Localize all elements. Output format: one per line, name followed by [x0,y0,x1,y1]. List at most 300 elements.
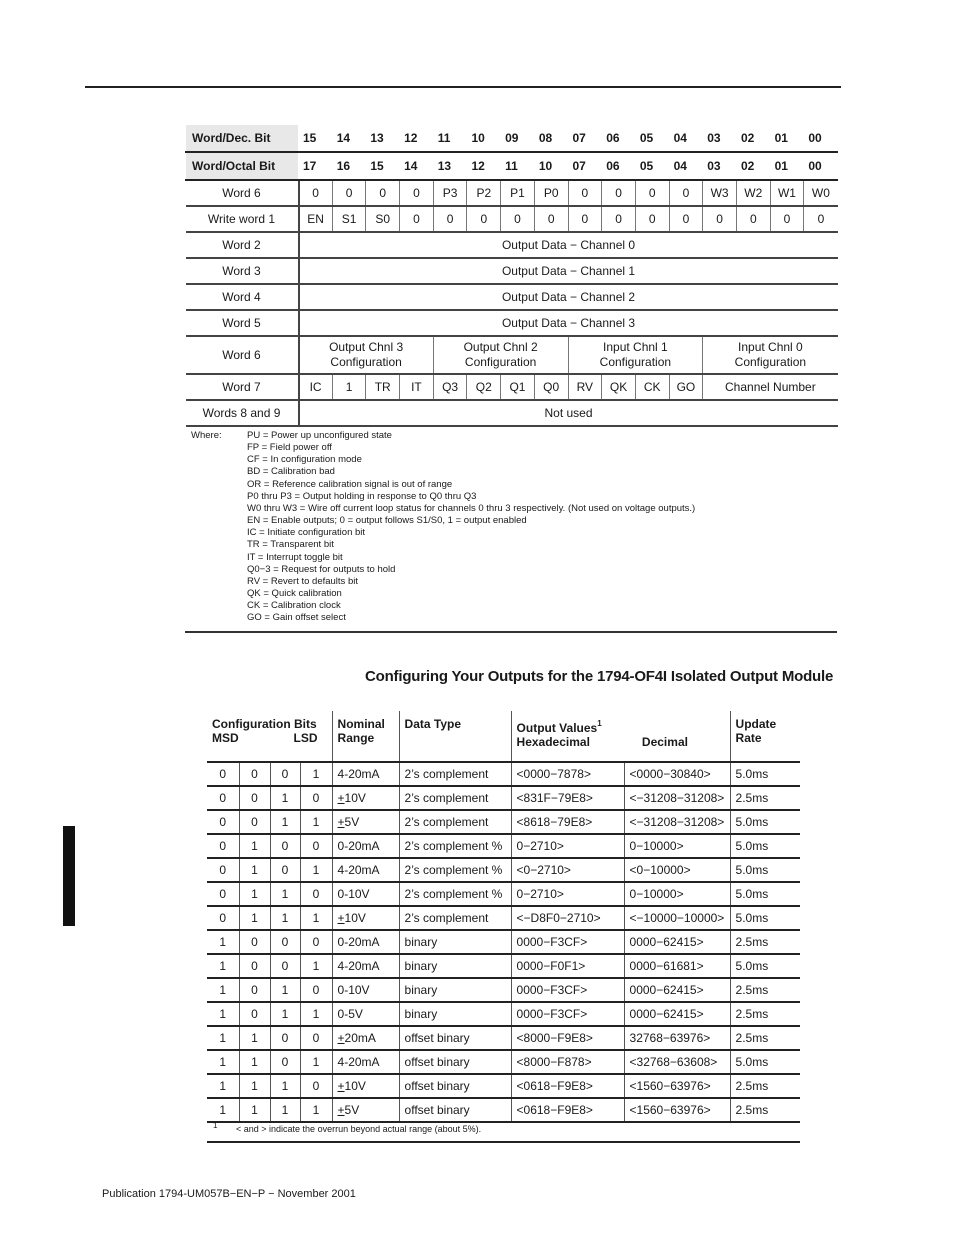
hex-value-cell: 0000−F3CF> [511,930,624,954]
bit-header: 03 [703,125,737,153]
update-rate-cell: 2.5ms [730,978,800,1002]
config-bit-cell: 1 [239,882,270,906]
bit-header: 13 [433,152,467,180]
legend-item: QK = Quick calibration [247,588,342,600]
bit-header: 01 [770,152,804,180]
nominal-range-cell [332,1026,399,1050]
data-type-cell: binary [399,1002,511,1026]
config-bit-cell: 0 [239,1002,270,1026]
range-value: 5V [344,1103,360,1117]
bit-cell: 0 [703,206,737,232]
plus-minus-sign: + [337,815,345,829]
plus-minus-sign: + [337,1031,345,1045]
config-bit-cell: 1 [270,906,300,930]
config-bit-cell: 1 [270,1074,300,1098]
hex-value-cell: 0000−F3CF> [511,978,624,1002]
row-label: Word 6 [186,180,299,206]
nominal-range-cell [332,978,399,1002]
nominal-range-cell [332,786,399,810]
legend-item: IT = Interrupt toggle bit [247,551,343,563]
row-label: Words 8 and 9 [186,400,299,426]
data-type-cell: 2’s complement % [399,834,511,858]
nominal-range-cell [332,858,399,882]
bit-cell: 0 [433,206,467,232]
bit-header: 13 [366,125,400,153]
row-label: Word/Dec. Bit [186,125,299,153]
config-bit-cell: 1 [207,954,239,978]
update-rate-cell: 5.0ms [730,906,800,930]
decimal-value-cell: 0000−62415> [624,978,730,1002]
update-rate-cell: 2.5ms [730,1098,800,1122]
bit-header: 08 [534,125,568,153]
hex-value-cell: 0000−F0F1> [511,954,624,978]
bit-header: 15 [366,152,400,180]
config-bit-cell: 1 [300,858,332,882]
hex-value-cell: <0618−F9E8> [511,1098,624,1122]
table-row [207,810,800,834]
footnote-text: < and > indicate the overrun beyond actual range (about 5%). [236,1124,482,1134]
config-bit-cell: 0 [270,1050,300,1074]
config-bit-cell: 1 [300,906,332,930]
row-word7 [186,374,838,400]
data-type-cell: 2’s complement % [399,858,511,882]
legend-item: CF = In configuration mode [247,454,362,466]
output-config-table [207,711,800,1123]
data-type-cell: 2’s complement [399,810,511,834]
decimal-value-cell: <0−10000> [624,858,730,882]
decimal-value-cell: <32768−63608> [624,1050,730,1074]
config-bit-cell: 1 [207,1026,239,1050]
config-bit-cell: 1 [207,1002,239,1026]
data-type-cell: offset binary [399,1098,511,1122]
row-word4 [186,284,838,310]
bit-cell: 0 [736,206,770,232]
bit-cell: 0 [602,180,636,206]
bit-header: 10 [534,152,568,180]
row-label: Word 5 [186,310,299,336]
config-bit-cell: 1 [270,1002,300,1026]
row-words-8-9 [186,400,838,426]
data-type-header: Data Type [399,711,511,762]
bit-header: 14 [400,152,434,180]
data-type-cell: binary [399,978,511,1002]
config-bits-header [207,711,332,762]
decimal-value-cell: <−31208−31208> [624,810,730,834]
bit-cell: 0 [635,206,669,232]
channel-number-cell: Channel Number [703,374,838,400]
row-word6-read [186,180,838,206]
config-bit-cell: 0 [270,762,300,786]
update-rate-cell: 2.5ms [730,786,800,810]
span-cell: Output Data − Channel 1 [299,258,838,284]
row-word6-config [186,336,838,374]
bit-header: 12 [400,125,434,153]
output-values-label [517,717,730,735]
table-row [207,786,800,810]
range-value: 5V [344,815,360,829]
publication-footer: Publication 1794-UM057B−EN−P − November 2001 [102,1188,356,1200]
config-cell: Input Chnl 0 Configuration [703,336,838,374]
config-bit-cell: 0 [207,810,239,834]
config-bit-cell: 0 [300,834,332,858]
table-row [207,1074,800,1098]
bit-cell: Q3 [433,374,467,400]
config-bit-cell: 0 [300,786,332,810]
data-type-cell: offset binary [399,1074,511,1098]
bit-cell: W2 [736,180,770,206]
hex-value-cell: <831F−79E8> [511,786,624,810]
legend-item: PU = Power up unconfigured state [247,430,392,441]
legend-item: Q0−3 = Request for outputs to hold [247,563,396,575]
nominal-range-cell [332,834,399,858]
bit-header: 07 [568,152,602,180]
output-config-table-wrap [207,711,800,1134]
legend-item: RV = Revert to defaults bit [247,575,358,587]
config-bit-cell: 0 [270,954,300,978]
data-type-cell: 2’s complement [399,786,511,810]
bit-header: 04 [669,152,703,180]
row-label: Word 7 [186,374,299,400]
update-rate-cell: 5.0ms [730,954,800,978]
update-rate-cell: 5.0ms [730,810,800,834]
range-value: 10V [344,1079,366,1093]
bit-cell: P0 [534,180,568,206]
footnote-number: 1 [213,1121,218,1130]
hex-value-cell: 0000−F3CF> [511,1002,624,1026]
data-type-cell: offset binary [399,1026,511,1050]
bit-header: 14 [332,125,366,153]
legend-item: TR = Transparent bit [247,539,334,551]
update-rate-cell: 2.5ms [730,1002,800,1026]
nominal-range-cell [332,906,399,930]
config-bit-cell: 1 [239,1098,270,1122]
legend-item: IC = Initiate configuration bit [247,527,366,539]
decimal-value-cell: 0000−62415> [624,930,730,954]
bit-cell: 1 [332,374,366,400]
row-write-word1 [186,206,838,232]
config-bit-cell: 1 [270,1098,300,1122]
bit-header: 02 [736,125,770,153]
decimal-value-cell: 32768−63976> [624,1026,730,1050]
bit-cell: 0 [770,206,804,232]
config-bit-cell: 0 [270,858,300,882]
hex-value-cell: <8000−F9E8> [511,1026,624,1050]
span-cell: Output Data − Channel 3 [299,310,838,336]
config-bit-cell: 0 [300,978,332,1002]
bit-cell: P1 [501,180,535,206]
table-row [207,906,800,930]
bit-header: 07 [568,125,602,153]
msd-lsd-labels [212,731,332,745]
config-cell: Output Chnl 3 Configuration [299,336,434,374]
where-label: Where: [191,430,222,441]
update-rate-cell: 5.0ms [730,1050,800,1074]
row-label: Word 4 [186,284,299,310]
hex-value-cell: <0000−7878> [511,762,624,786]
bit-cell: 0 [400,180,434,206]
decimal-value-cell: <−31208−31208> [624,786,730,810]
config-bit-cell: 0 [239,978,270,1002]
decimal-value-cell: 0−10000> [624,882,730,906]
plus-minus-sign: + [337,1079,345,1093]
where-items [247,430,695,625]
msd-label: MSD [212,731,239,745]
config-bit-cell: 0 [207,906,239,930]
table-header-row [207,711,800,762]
bit-cell: S0 [366,206,400,232]
bit-header: 06 [602,125,636,153]
config-bit-cell: 0 [207,858,239,882]
range-value: 4-20mA [337,959,380,973]
config-bit-cell: 1 [239,1026,270,1050]
row-label: Word 2 [186,232,299,258]
bit-cell: 0 [299,180,333,206]
bit-cell: CK [635,374,669,400]
bit-header: 06 [602,152,636,180]
legend-item: OR = Reference calibration signal is out of range [247,478,453,490]
decimal-value-cell: 0000−62415> [624,1002,730,1026]
config-bits-label: Configuration Bits [212,717,317,731]
decimal-value-cell: 0000−61681> [624,954,730,978]
legend-item: EN = Enable outputs; 0 = output follows S1/S0, 1 = output enabled [247,515,527,527]
config-bit-cell: 1 [239,834,270,858]
table-row [207,954,800,978]
range-value: 10V [344,911,366,925]
range-value: 4-20mA [337,1055,380,1069]
span-cell: Output Data − Channel 0 [299,232,838,258]
bit-cell: 0 [568,206,602,232]
bit-cell: 0 [467,206,501,232]
plus-minus-sign: + [337,791,345,805]
config-bit-cell: 0 [239,810,270,834]
bit-header: 05 [635,152,669,180]
legend-item: P0 thru P3 = Output holding in response to Q0 thru Q3 [247,490,477,502]
data-type-cell: 2’s complement [399,762,511,786]
decimal-value-cell: <−10000−10000> [624,906,730,930]
range-value: 10V [344,791,366,805]
range-value: 4-20mA [337,767,380,781]
config-bit-cell: 0 [207,834,239,858]
nominal-range-cell [332,1002,399,1026]
range-value: 4-20mA [337,863,380,877]
bit-cell: RV [568,374,602,400]
bit-header: 10 [467,125,501,153]
nominal-label: Nominal [337,717,385,731]
config-bit-cell: 1 [239,1050,270,1074]
row-label: Word/Octal Bit [186,152,299,180]
bit-cell: 0 [602,206,636,232]
section-heading: Configuring Your Outputs for the 1794-OF4I Isolated Output Module [365,668,834,685]
data-type-cell: 2’s complement % [399,882,511,906]
hex-value-cell: <8000−F878> [511,1050,624,1074]
config-cell: Input Chnl 1 Configuration [568,336,703,374]
config-bit-cell: 0 [207,882,239,906]
update-rate-cell: 2.5ms [730,930,800,954]
table-row [207,858,800,882]
bit-header: 03 [703,152,737,180]
row-label: Word 6 [186,336,299,374]
update-label: Update [735,717,777,731]
config-bit-cell: 0 [300,930,332,954]
output-values-header [511,711,730,762]
config-bit-cell: 1 [300,1098,332,1122]
row-word5 [186,310,838,336]
bit-header: 00 [804,152,838,180]
footnote-ref: 1 [597,719,602,728]
dec-label: Decimal [641,735,688,749]
nominal-range-cell [332,954,399,978]
bit-header: 12 [467,152,501,180]
config-bit-cell: 0 [207,762,239,786]
hex-dec-labels [517,735,730,749]
config-bit-cell: 0 [300,1074,332,1098]
bit-header: 16 [332,152,366,180]
table-row [207,882,800,906]
bit-cell: 0 [635,180,669,206]
hex-value-cell: <−D8F0−2710> [511,906,624,930]
hex-value-cell: 0−2710> [511,834,624,858]
bit-cell: 0 [501,206,535,232]
table-row [207,930,800,954]
bit-cell: 0 [804,206,838,232]
config-bit-cell: 0 [270,834,300,858]
range-value: 0-10V [337,983,370,997]
bit-header: 04 [669,125,703,153]
range-value: 0-5V [337,1007,363,1021]
decimal-value-cell: 0−10000> [624,834,730,858]
bit-cell: W3 [703,180,737,206]
header-row-octal [186,152,838,180]
decimal-value-cell: <1560−63976> [624,1098,730,1122]
bit-cell: IT [400,374,434,400]
config-bit-cell: 1 [270,786,300,810]
row-word2 [186,232,838,258]
data-type-cell: binary [399,930,511,954]
bit-header: 17 [299,152,333,180]
range-label: Range [337,731,375,745]
config-bit-cell: 1 [270,978,300,1002]
config-bit-cell: 1 [207,1050,239,1074]
update-rate-cell: 2.5ms [730,1074,800,1098]
row-label: Word 3 [186,258,299,284]
nominal-range-header [332,711,399,762]
config-bit-cell: 0 [270,1026,300,1050]
bit-cell: GO [669,374,703,400]
range-value: 0-10V [337,887,370,901]
register-map-table [185,124,838,427]
bit-header: 05 [635,125,669,153]
rate-label: Rate [735,731,762,745]
update-rate-cell: 5.0ms [730,882,800,906]
range-value: 0-20mA [337,935,380,949]
bit-header: 09 [501,125,535,153]
hex-label: Hexadecimal [516,735,590,749]
config-bit-cell: 0 [239,954,270,978]
config-bit-cell: 1 [207,978,239,1002]
span-cell: Output Data − Channel 2 [299,284,838,310]
bit-cell: IC [299,374,333,400]
bit-cell: Q0 [534,374,568,400]
bit-cell: EN [299,206,333,232]
bit-cell: 0 [332,180,366,206]
bit-cell: P3 [433,180,467,206]
nominal-range-cell [332,882,399,906]
legend-item: FP = Field power off [247,442,332,454]
bit-header: 15 [299,125,333,153]
config-bit-cell: 1 [300,810,332,834]
bit-cell: 0 [366,180,400,206]
table-row [207,1050,800,1074]
config-bit-cell: 0 [239,786,270,810]
bit-cell: P2 [467,180,501,206]
data-type-cell: binary [399,954,511,978]
bit-cell: 0 [669,206,703,232]
config-bit-cell: 1 [207,1098,239,1122]
span-cell: Not used [299,400,838,426]
bit-cell: Q1 [501,374,535,400]
config-bit-cell: 1 [207,1074,239,1098]
config-cell: Output Chnl 2 Configuration [433,336,568,374]
config-bit-cell: 0 [300,882,332,906]
config-bit-cell: 1 [239,1074,270,1098]
config-bit-cell: 0 [239,762,270,786]
nominal-range-cell [332,810,399,834]
bit-cell: W0 [804,180,838,206]
bit-cell: QK [602,374,636,400]
table-footnote [207,1121,800,1143]
row-word3 [186,258,838,284]
config-bit-cell: 1 [300,1002,332,1026]
table-row [207,1098,800,1122]
nominal-range-cell [332,1098,399,1122]
range-value: 20mA [344,1031,376,1045]
legend-item: GO = Gain offset select [247,612,346,624]
table-row [207,762,800,786]
table-row [207,834,800,858]
nominal-range-cell [332,1050,399,1074]
config-bit-cell: 0 [270,930,300,954]
bit-cell: S1 [332,206,366,232]
decimal-value-cell: <0000−30840> [624,762,730,786]
legend-item: CK = Calibration clock [247,600,341,612]
config-bit-cell: 0 [207,786,239,810]
bit-cell: 0 [669,180,703,206]
range-value: 0-20mA [337,839,380,853]
nominal-range-cell [332,762,399,786]
table-row [207,978,800,1002]
chapter-tab-marker [63,826,75,926]
config-bit-cell: 1 [239,906,270,930]
plus-minus-sign: + [337,1103,345,1117]
update-rate-header [730,711,800,762]
legend-item: BD = Calibration bad [247,466,335,478]
bit-header: 02 [736,152,770,180]
nominal-range-cell [332,930,399,954]
bit-header: 00 [804,125,838,153]
hex-value-cell: <0618−F9E8> [511,1074,624,1098]
hex-value-cell: <0−2710> [511,858,624,882]
hex-value-cell: <8618−79E8> [511,810,624,834]
data-type-cell: 2’s complement [399,906,511,930]
config-bit-cell: 1 [300,762,332,786]
bit-header: 11 [433,125,467,153]
nominal-range-cell [332,1074,399,1098]
bit-cell: TR [366,374,400,400]
bit-header: 11 [501,152,535,180]
output-values-text: Output Values [516,721,598,735]
plus-minus-sign: + [337,911,345,925]
data-type-cell: offset binary [399,1050,511,1074]
